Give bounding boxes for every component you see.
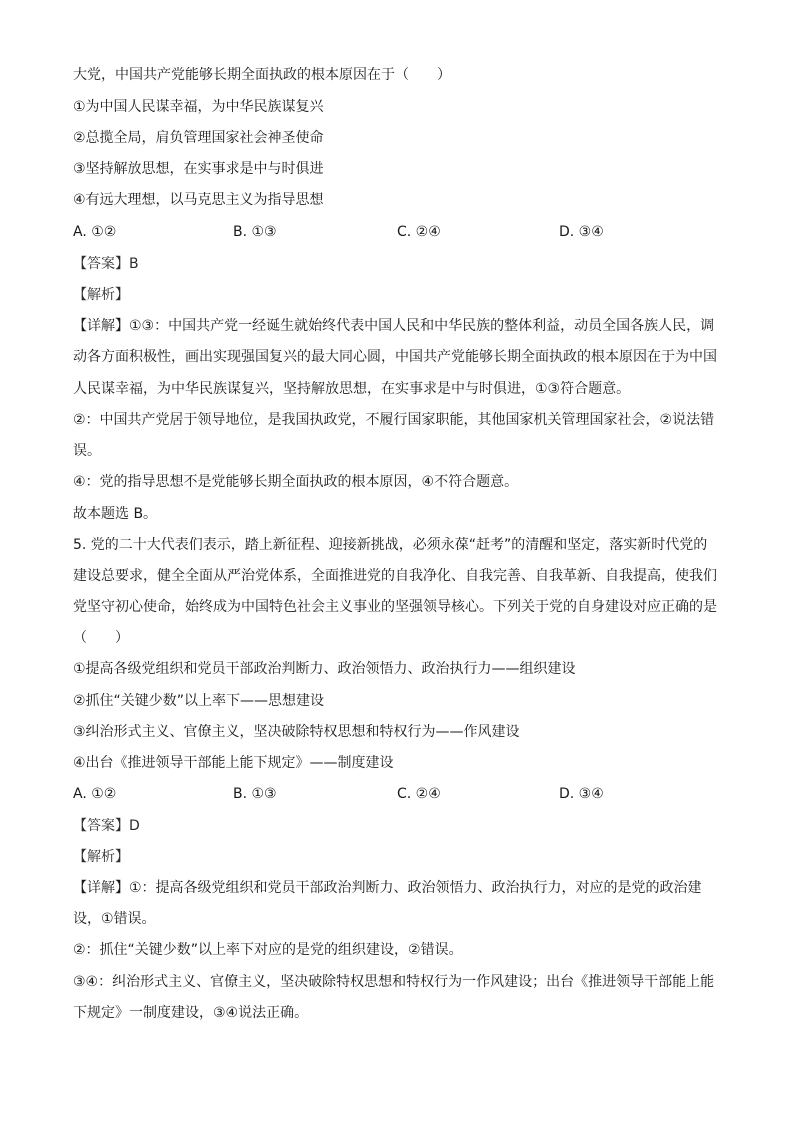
q5-statement-2: ②抓住“关键少数”以上率下——思想建设 (73, 693, 325, 709)
q4-detail-line-2: 动各方面积极性，画出实现强国复兴的最大同心圆，中国共产党能够长期全面执政的根本原因在于为中国 (73, 349, 717, 365)
q5-detail-line-1: 【详解】①：提高各级党组织和党员干部政治判断力、政治领悟力、政治执行力，对应的是党的政治建 (73, 880, 702, 896)
q4-option-b: B. ①③ (233, 224, 277, 240)
q4-statement-4: ④有远大理想，以马克思主义为指导思想 (73, 192, 324, 208)
q4-option-a: A. ①② (73, 224, 117, 240)
q4-option-d: D. ③④ (559, 224, 604, 240)
q5-stem-line-4: （ ） (73, 630, 129, 646)
q5-option-b: B. ①③ (233, 786, 277, 802)
q5-stem-line-2: 建设总要求，健全全面从严治党体系，全面推进党的自我净化、自我完善、自我革新、自我提高，使我们 (73, 568, 717, 584)
q4-analysis-label: 【解析】 (73, 287, 129, 303)
q5-stem-line-1: 5. 党的二十大代表们表示，踏上新征程、迎接新挑战，必须永葆“赶考”的清醒和坚定，落实新时代党的 (73, 537, 708, 553)
q5-answer: 【答案】D (73, 818, 140, 834)
q5-detail-line-2: 设，①错误。 (73, 911, 156, 927)
q5-option-a: A. ①② (73, 786, 117, 802)
q4-detail-line-5: 误。 (73, 443, 101, 459)
q4-stem: 大党，中国共产党能够长期全面执政的根本原因在于（ ） (73, 67, 451, 83)
q5-detail-line-4: ③④：纠治形式主义、官僚主义，坚决破除特权思想和特权行为一作风建设；出台《推进领导干部能上能 (73, 974, 715, 990)
q4-detail-line-4: ②：中国共产党居于领导地位，是我国执政党，不履行国家职能，其他国家机关管理国家社会，②说法错 (73, 412, 715, 428)
q4-conclusion: 故本题选 B。 (73, 506, 158, 522)
q4-answer: 【答案】B (73, 256, 139, 272)
q5-stem-line-3: 党坚守初心使命，始终成为中国特色社会主义事业的坚强领导核心。下列关于党的自身建设对应正确的是 (73, 599, 717, 615)
q4-options (73, 223, 721, 241)
q4-statement-3: ③坚持解放思想，在实事求是中与时俱进 (73, 161, 324, 177)
q5-option-c: C. ②④ (397, 786, 441, 802)
q5-detail-line-3: ②：抓住“关键少数”以上率下对应的是党的组织建设，②错误。 (73, 942, 463, 958)
q5-statement-3: ③纠治形式主义、官僚主义，坚决破除特权思想和特权行为——作风建设 (73, 724, 520, 740)
q4-statement-2: ②总揽全局，肩负管理国家社会神圣使命 (73, 130, 324, 146)
q5-statement-1: ①提高各级党组织和党员干部政治判断力、政治领悟力、政治执行力——组织建设 (73, 661, 576, 677)
q4-detail-line-1: 【详解】①③：中国共产党一经诞生就始终代表中国人民和中华民族的整体利益，动员全国各族人民，调 (73, 318, 715, 334)
q5-analysis-label: 【解析】 (73, 849, 129, 865)
q5-detail-line-5: 下规定》一制度建设，③④说法正确。 (73, 1005, 309, 1021)
q4-detail-line-6: ④：党的指导思想不是党能够长期全面执政的根本原因，④不符合题意。 (73, 474, 519, 490)
q5-options (73, 785, 721, 803)
q4-detail-line-3: 人民谋幸福，为中华民族谋复兴，坚持解放思想，在实事求是中与时俱进，①③符合题意。 (73, 381, 631, 397)
q4-option-c: C. ②④ (397, 224, 441, 240)
q4-statement-1: ①为中国人民谋幸福，为中华民族谋复兴 (73, 99, 324, 115)
q5-option-d: D. ③④ (559, 786, 604, 802)
q5-statement-4: ④出台《推进领导干部能上能下规定》——制度建设 (73, 755, 394, 771)
